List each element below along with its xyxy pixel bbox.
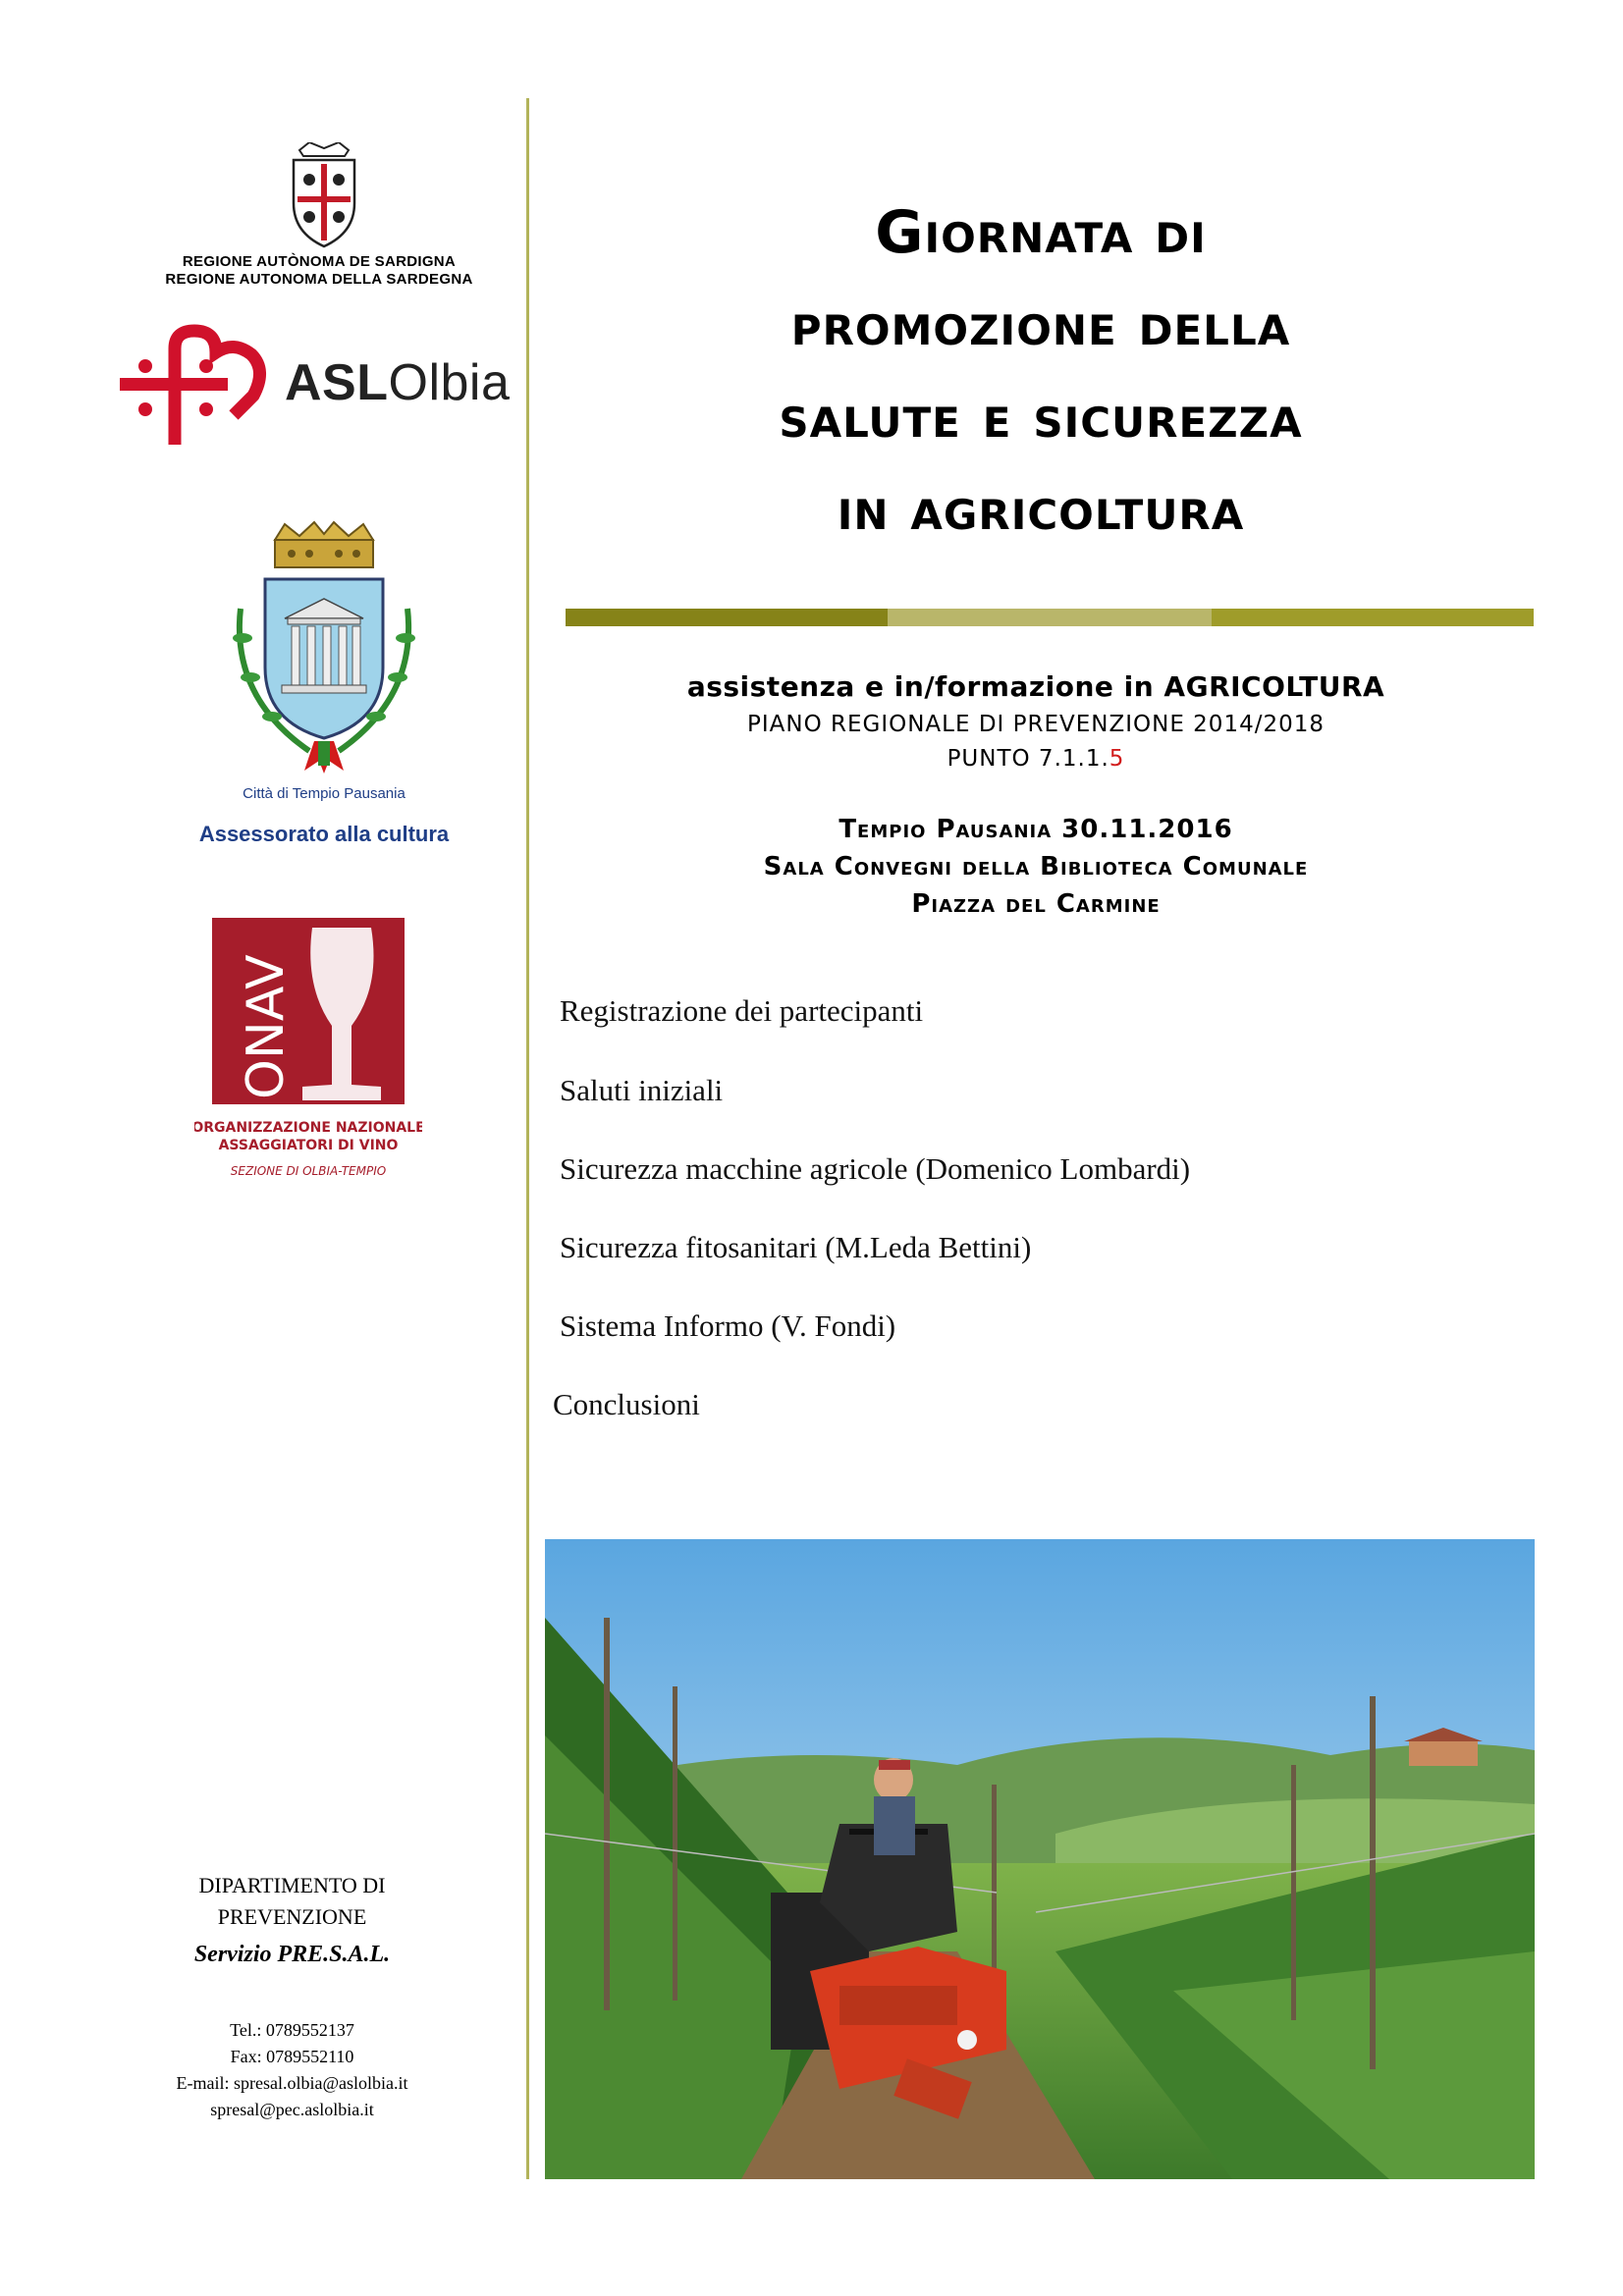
agenda-item: Conclusioni	[553, 1387, 700, 1421]
region-name-sardo: REGIONE AUTÒNOMA DE SARDIGNA	[182, 253, 457, 270]
agenda-item: Registrazione dei partecipanti	[560, 993, 924, 1028]
subtitle-punto: PUNTO 7.1.1.5	[947, 746, 1125, 772]
page-title	[560, 187, 1522, 556]
department-line-2: PREVENZIONE	[217, 1904, 367, 1929]
svg-text:ASSAGGIATORI DI VINO: ASSAGGIATORI DI VINO	[218, 1138, 399, 1153]
title-underline-segment-2	[888, 609, 1212, 626]
contacts-block	[123, 2017, 461, 2123]
event-address: Piazza del Carmine	[911, 889, 1161, 919]
event-venue: Sala Convegni della Biblioteca Comunale	[763, 852, 1309, 881]
subtitle-assistenza: assistenza e in/formazione in AGRICOLTURA	[686, 670, 1385, 703]
phone-number: Tel.: 0789552137	[230, 2020, 354, 2040]
vertical-divider	[526, 98, 529, 2179]
onav-logo-text: ONAV	[237, 954, 296, 1099]
title-line-4: in agricoltura	[837, 475, 1245, 544]
svg-text:SEZIONE DI OLBIA-TEMPIO: SEZIONE DI OLBIA-TEMPIO	[230, 1164, 387, 1178]
asl-olbia-logo-mark	[118, 319, 275, 461]
tempio-city-label: Città di Tempio Pausania	[243, 785, 406, 802]
email-address[interactable]: E-mail: spresal.olbia@aslolbia.it	[176, 2073, 408, 2093]
fax-number: Fax: 0789552110	[230, 2047, 354, 2066]
sardinia-crest-logo	[280, 142, 368, 250]
agenda-item: Sicurezza fitosanitari (M.Leda Bettini)	[560, 1230, 1032, 1264]
vineyard-tractor-photo	[545, 1539, 1535, 2179]
event-date-place: Tempio Pausania 30.11.2016	[839, 815, 1233, 844]
title-line-2: promozione della	[790, 291, 1291, 359]
title-line-3: salute e sicurezza	[779, 383, 1303, 452]
assessorato-label: Assessorato alla cultura	[198, 822, 450, 846]
agenda-item: Sistema Informo (V. Fondi)	[560, 1308, 896, 1343]
onav-logo	[194, 918, 422, 1193]
tempio-pausania-crest-logo	[221, 520, 427, 775]
region-name-italian: REGIONE AUTONOMA DELLA SARDEGNA	[165, 271, 473, 288]
asl-olbia-wordmark: ASLOlbia	[285, 354, 511, 411]
pec-address[interactable]: spresal@pec.aslolbia.it	[210, 2100, 374, 2119]
title-line-1: Giornata di	[875, 198, 1207, 267]
agenda-item: Sicurezza macchine agricole (Domenico Lombardi)	[560, 1151, 1191, 1186]
service-name: Servizio PRE.S.A.L.	[193, 1942, 391, 1967]
title-underline-segment-3	[1212, 609, 1534, 626]
subtitle-piano-regionale: PIANO REGIONALE DI PREVENZIONE 2014/2018	[747, 712, 1325, 737]
title-underline-segment-1	[566, 609, 888, 626]
agenda-item: Saluti iniziali	[560, 1073, 724, 1107]
svg-text:ORGANIZZAZIONE NAZIONALE: ORGANIZZAZIONE NAZIONALE	[194, 1120, 422, 1136]
department-line-1: DIPARTIMENTO DI	[198, 1873, 386, 1897]
